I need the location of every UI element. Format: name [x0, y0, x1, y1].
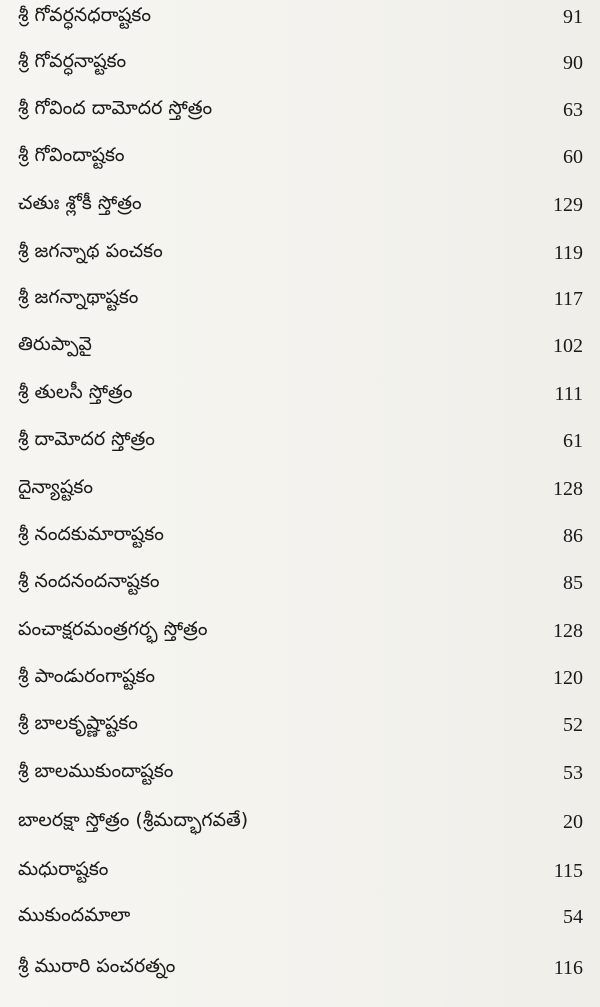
entry-title: తిరుప్పావై	[18, 332, 92, 355]
entry-page-number: 86	[563, 524, 583, 547]
entry-page-number: 61	[563, 429, 583, 452]
entry-page-number: 128	[553, 619, 583, 642]
toc-entry	[18, 472, 583, 506]
toc-entry	[18, 854, 583, 888]
entry-page-number: 20	[563, 810, 583, 833]
toc-entry	[18, 566, 583, 600]
entry-page-number: 63	[563, 98, 583, 121]
entry-title: శ్రీ గోవింద దామోదర స్తోత్రం	[18, 96, 213, 119]
entry-title: ముకుందమాలా	[18, 903, 131, 926]
entry-page-number: 91	[563, 5, 583, 28]
toc-entry	[18, 93, 583, 127]
entry-title: శ్రీ జగన్నాథాష్టకం	[18, 285, 139, 308]
entry-title: శ్రీ పాండురంగాష్టకం	[18, 664, 156, 687]
toc-entry	[18, 519, 583, 553]
toc-entry	[18, 424, 583, 458]
toc-entry	[18, 951, 583, 985]
entry-page-number: 119	[553, 241, 583, 264]
entry-title: శ్రీ గోవిందాష్టకం	[18, 143, 125, 166]
entry-page-number: 129	[553, 193, 583, 216]
entry-title: చతుః శ్లోకీ స్తోత్రం	[18, 191, 142, 214]
toc-entry	[18, 377, 583, 411]
toc-entry	[18, 236, 583, 270]
toc-entry	[18, 46, 583, 80]
entry-page-number: 102	[553, 334, 583, 357]
entry-title: శ్రీ బాలకృష్ణాష్టకం	[18, 711, 138, 734]
entry-title: శ్రీ జగన్నాథ పంచకం	[18, 239, 163, 262]
entry-title: బాలరక్షా స్తోత్రం (శ్రీమద్భాగవతే)	[18, 808, 249, 831]
toc-entry	[18, 900, 583, 934]
entry-page-number: 90	[563, 51, 583, 74]
toc-entry	[18, 708, 583, 742]
entry-title: శ్రీ తులసీ స్తోత్రం	[18, 380, 133, 403]
entry-title: శ్రీ మురారి పంచరత్నం	[18, 954, 176, 977]
entry-title: శ్రీ దామోదర స్తోత్రం	[18, 427, 155, 450]
toc-entry	[18, 0, 583, 34]
entry-title: శ్రీ గోవర్ధనధరాష్టకం	[18, 3, 151, 26]
toc-entry	[18, 805, 583, 839]
entry-title: శ్రీ గోవర్ధనాష్టకం	[18, 49, 127, 72]
toc-entry	[18, 756, 583, 790]
entry-title: పంచాక్షరమంత్రగర్భ స్తోత్రం	[18, 617, 208, 640]
toc-entry	[18, 188, 583, 222]
entry-page-number: 85	[563, 571, 583, 594]
entry-page-number: 128	[553, 477, 583, 500]
entry-title: దైన్యాష్టకం	[18, 475, 93, 498]
toc-entry	[18, 329, 583, 363]
toc-entry	[18, 140, 583, 174]
entry-title: శ్రీ నందకుమారాష్టకం	[18, 522, 164, 545]
entry-title: మధురాష్టకం	[18, 857, 109, 880]
entry-title: శ్రీ బాలముకుందాష్టకం	[18, 759, 174, 782]
entry-page-number: 54	[563, 905, 583, 928]
toc-entry	[18, 661, 583, 695]
entry-page-number: 60	[563, 145, 583, 168]
toc-entry	[18, 282, 583, 316]
entry-title: శ్రీ నందనందనాష్టకం	[18, 569, 160, 592]
toc-entry	[18, 614, 583, 648]
entry-page-number: 53	[563, 761, 583, 784]
entry-page-number: 115	[553, 859, 583, 882]
entry-page-number: 111	[554, 382, 583, 405]
entry-page-number: 116	[553, 956, 583, 979]
entry-page-number: 52	[563, 713, 583, 736]
entry-page-number: 117	[553, 287, 583, 310]
entry-page-number: 120	[553, 666, 583, 689]
